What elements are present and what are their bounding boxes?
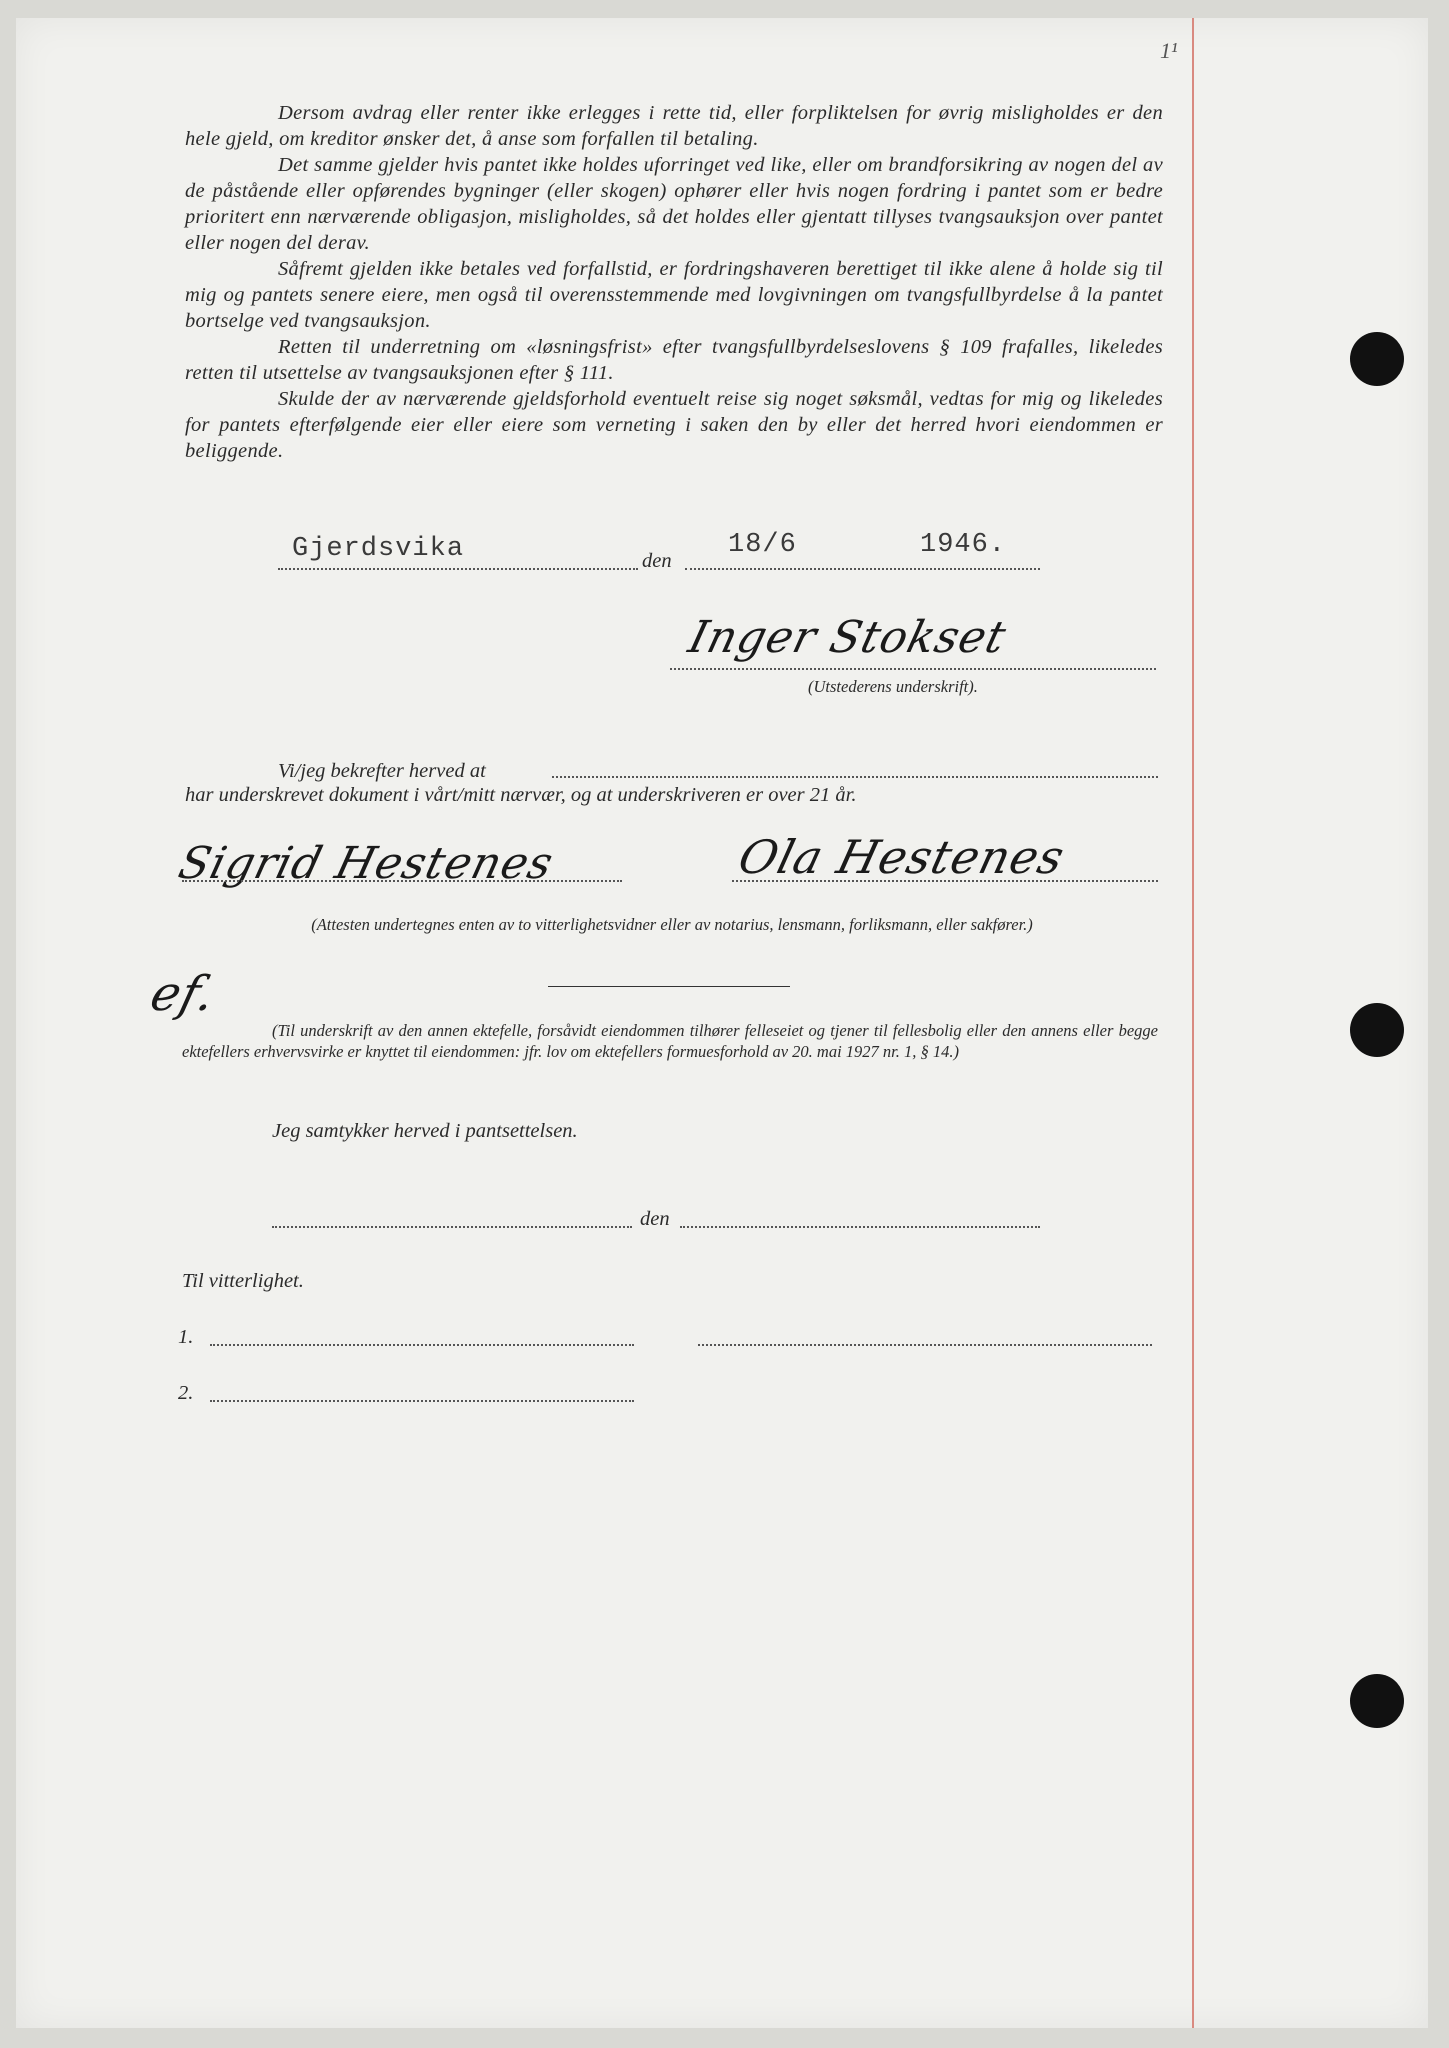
- issuer-signature-line: [670, 668, 1156, 670]
- punch-hole-middle: [1350, 1003, 1404, 1057]
- terms-paragraph-forced-sale: Såfremt gjelden ikke betales ved forfallstid, er fordringshaveren berettiget til ikke alene å holde sig til mig og pantets senere eiere, men også til overensstemmende med lovgivningen om tvangsfullbyrdelse å la pantet bortselge ved tvangsauksjon.: [185, 258, 1163, 332]
- year-typed: 1946.: [920, 530, 1007, 560]
- attest-note: (Attesten undertegnes enten av to vitterlighetsvidner eller av notarius, lensmann, forliksmann, eller sakfører.): [311, 915, 1033, 934]
- spouse-note: (Til underskrift av den annen ektefelle, forsåvidt eiendommen tilhører felleseiet og tjener til fellesbolig eller den annens eller begge ektefellers erhvervsvirke er knyttet til eiendommen: jfr. lov om ektefellers formuesforhold av 20. mai 1927 nr. 1, § 14.): [182, 1021, 1158, 1061]
- corner-mark: 1¹: [1160, 38, 1178, 63]
- witness-1-sign-line: [210, 1344, 634, 1346]
- attest-line-1: Vi/jeg bekrefter herved at: [278, 760, 486, 782]
- witness-2-line: [732, 880, 1158, 882]
- place-dotted-line: [278, 568, 638, 570]
- witness-1-line: [182, 880, 622, 882]
- terms-paragraph-pledge-maintenance: Det samme gjelder hvis pantet ikke holdes uforringet ved like, eller om brandforsikring av nogen del av de påstående eller opførendes bygninger (eller skogen) ophører eller hvis nogen fordring i pantet som er bedre prioritert enn nærværende obligasjon, misligholdes, så det holdes eller gjentatt tillyses tvangsauksjon over pantet eller nogen del derav.: [185, 154, 1163, 254]
- witness-2-sign-line: [210, 1400, 634, 1402]
- red-margin-line: [1192, 18, 1194, 2028]
- attest-name-line: [552, 776, 1158, 778]
- place-typed: Gjerdsvika: [292, 534, 465, 564]
- terms-paragraph-notice: Retten til underretning om «løsningsfrist» efter tvangsfullbyrdelseslovens § 109 frafalles, likeledes retten til utsettelse av tvangsauksjonen efter § 111.: [185, 336, 1163, 384]
- consent-den-label: den: [640, 1208, 670, 1230]
- terms-section: [185, 100, 1163, 464]
- consent-place-line: [272, 1226, 632, 1228]
- witness-signature-1: Sigrid Hestenes: [173, 838, 559, 889]
- separator-line: [548, 986, 790, 987]
- initials-mark: ef.: [145, 966, 222, 1022]
- witness-signature-2: Ola Hestenes: [733, 830, 1071, 884]
- consent-date-line: [680, 1226, 1040, 1228]
- terms-paragraph-default: Dersom avdrag eller renter ikke erlegges i rette tid, eller forpliktelsen for øvrig misligholdes er den hele gjeld, om kreditor ønsker det, å anse som forfallen til betaling.: [185, 102, 1163, 150]
- punch-hole-top: [1350, 332, 1404, 386]
- punch-hole-bottom: [1350, 1674, 1404, 1728]
- consent-text: Jeg samtykker herved i pantsettelsen.: [272, 1120, 578, 1142]
- issuer-signature: Inger Stokset: [683, 612, 1012, 663]
- date-typed: 18/6: [728, 530, 797, 560]
- witnesses-heading: Til vitterlighet.: [182, 1270, 304, 1292]
- witness-1b-sign-line: [698, 1344, 1152, 1346]
- date-dotted-line: [685, 568, 1040, 570]
- den-label: den: [642, 550, 672, 572]
- attest-line-2: har underskrevet dokument i vårt/mitt nærvær, og at underskriveren er over 21 år.: [185, 784, 857, 806]
- witness-number-2: 2.: [178, 1382, 194, 1404]
- terms-paragraph-venue: Skulde der av nærværende gjeldsforhold eventuelt reise sig noget søksmål, vedtas for mig og likeledes for pantets efterfølgende eier eller eiere som verneting i saken den by eller det herred hvori eiendommen er beliggende.: [185, 388, 1163, 462]
- witness-number-1: 1.: [178, 1326, 194, 1348]
- issuer-caption: (Utstederens underskrift).: [808, 677, 978, 696]
